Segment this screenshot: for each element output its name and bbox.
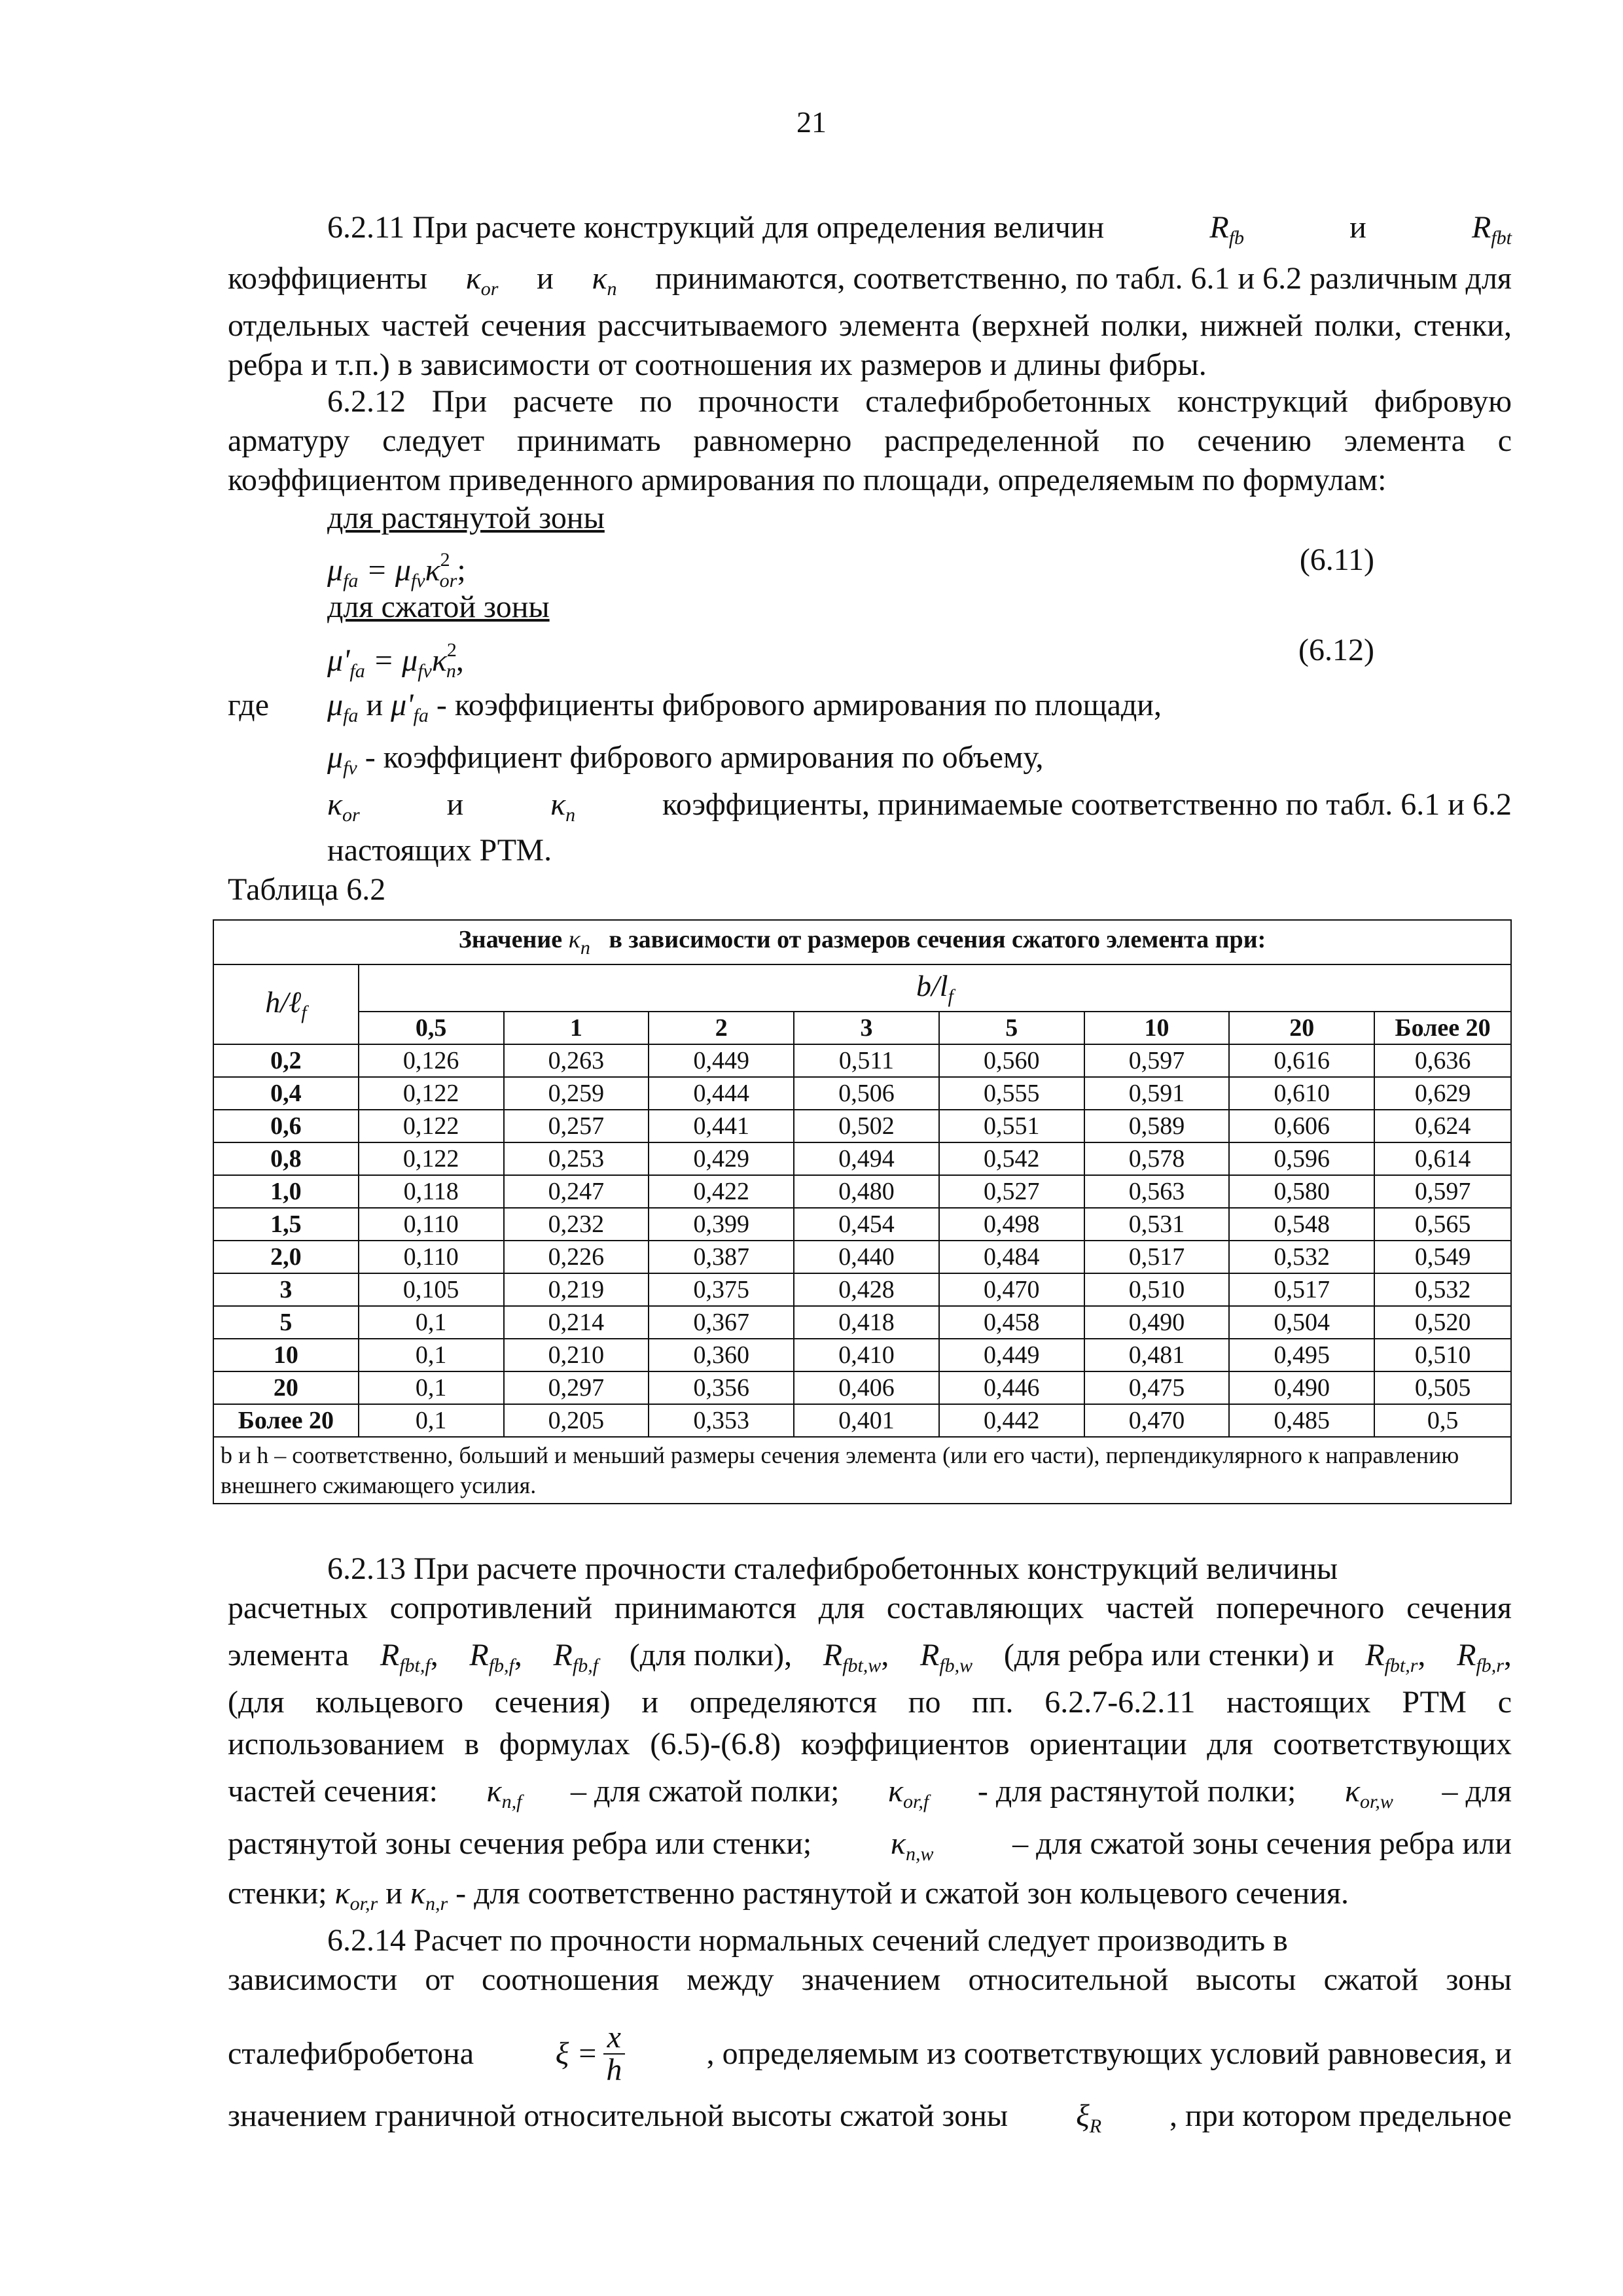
p6213-line8: стенки; $\kappa_{or,r}$ и $\kappa_{n,r}$ - для соответственно растянутой и сжатой зон кольцевого сечения. xyxy=(228,1876,1349,1915)
table-cell: 0,1 xyxy=(359,1339,504,1371)
table-cell: 0,387 xyxy=(649,1241,794,1273)
row-header-h-lf: h/ℓ$_f$ xyxy=(213,964,359,1044)
table-cell: 0,542 xyxy=(939,1142,1084,1175)
table-cell: 0,232 xyxy=(504,1208,649,1241)
row-label: 5 xyxy=(213,1306,359,1339)
row-label: 20 xyxy=(213,1371,359,1404)
table-row xyxy=(213,1273,1511,1306)
table-cell: 0,494 xyxy=(794,1142,939,1175)
equation-6-12-number: (6.12) xyxy=(1298,633,1374,667)
table-cell: 0,297 xyxy=(504,1371,649,1404)
column-headers: 0,5 1 2 3 5 10 20 Более 20 xyxy=(213,1012,1511,1044)
table-cell: 0,449 xyxy=(649,1044,794,1077)
table-cell: 0,454 xyxy=(794,1208,939,1241)
table-cell: 0,110 xyxy=(359,1208,504,1241)
table-row xyxy=(213,1044,1511,1077)
table-cell: 0,126 xyxy=(359,1044,504,1077)
table-cell: 0,214 xyxy=(504,1306,649,1339)
table-cell: 0,510 xyxy=(1374,1339,1511,1371)
table-cell: 0,418 xyxy=(794,1306,939,1339)
table-cell: 0,446 xyxy=(939,1371,1084,1404)
table-cell: 0,210 xyxy=(504,1339,649,1371)
row-label: 0,8 xyxy=(213,1142,359,1175)
p6214-line1: 6.2.14 Расчет по прочности нормальных сечений следует производить в xyxy=(327,1923,1288,1958)
table-row xyxy=(213,1241,1511,1273)
table-cell: 0,410 xyxy=(794,1339,939,1371)
definition-kappa: $\kappa_{or}$ и $\kappa_n$ коэффициенты, принимаемые соответственно по табл. 6.1 и 6.2 xyxy=(327,787,1512,826)
table-cell: 0,498 xyxy=(939,1208,1084,1241)
table-row xyxy=(213,1371,1511,1404)
table-cell: 0,1 xyxy=(359,1371,504,1404)
table-cell: 0,517 xyxy=(1084,1241,1230,1273)
equation-6-11: $\mu_{fa} = \mu_{fv}\kappa^2_{or}$; xyxy=(327,549,466,592)
table-cell: 0,555 xyxy=(939,1077,1084,1110)
table-cell: 0,511 xyxy=(794,1044,939,1077)
table-cell: 0,597 xyxy=(1374,1175,1511,1208)
table-cell: 0,532 xyxy=(1374,1273,1511,1306)
row-label: 0,6 xyxy=(213,1110,359,1142)
compressed-zone-label: для сжатой зоны xyxy=(327,590,550,624)
p6213-line3: элемента $R_{fbt,f}$, $R_{fb,f}$, $R_{fb,f}$ (для полки), $R_{fbt,w}$, $R_{fb,w}$ (для ребра или стенки) и $R_{fbt,r}$, $R_{fb,r}$, xyxy=(228,1638,1512,1676)
table-cell: 0,505 xyxy=(1374,1371,1511,1404)
p6213-line4: (для кольцевого сечения) и определяются по пп. 6.2.7-6.2.11 настоящих РТМ с xyxy=(228,1685,1512,1720)
table-cell: 0,356 xyxy=(649,1371,794,1404)
p6213-line5: использованием в формулах (6.5)-(6.8) коэффициентов ориентации для соответствующих xyxy=(228,1727,1512,1761)
table-cell: 0,122 xyxy=(359,1142,504,1175)
table-cell: 0,629 xyxy=(1374,1077,1511,1110)
table-6-2 xyxy=(213,919,1512,1504)
definition-mu-fa: $\mu_{fa}$ и $\mu'_{fa}$ - коэффициенты фибрового армирования по площади, xyxy=(327,688,1162,726)
table-cell: 0,520 xyxy=(1374,1306,1511,1339)
table-cell: 0,565 xyxy=(1374,1208,1511,1241)
table-cell: 0,105 xyxy=(359,1273,504,1306)
table-cell: 0,549 xyxy=(1374,1241,1511,1273)
table-cell: 0,399 xyxy=(649,1208,794,1241)
table-cell: 0,597 xyxy=(1084,1044,1230,1077)
table-cell: 0,495 xyxy=(1229,1339,1374,1371)
table-cell: 0,226 xyxy=(504,1241,649,1273)
table-cell: 0,490 xyxy=(1229,1371,1374,1404)
p6211-line2: коэффициенты $\kappa_{or}$ и $\kappa_n$ принимаются, соответственно, по табл. 6.1 и 6.2 различным для xyxy=(228,261,1512,300)
table-cell: 0,506 xyxy=(794,1077,939,1110)
table-cell: 0,480 xyxy=(794,1175,939,1208)
table-cell: 0,367 xyxy=(649,1306,794,1339)
row-label: 10 xyxy=(213,1339,359,1371)
table-cell: 0,551 xyxy=(939,1110,1084,1142)
table-cell: 0,527 xyxy=(939,1175,1084,1208)
table-cell: 0,122 xyxy=(359,1110,504,1142)
table-row xyxy=(213,1404,1511,1437)
table-cell: 0,257 xyxy=(504,1110,649,1142)
table-cell: 0,485 xyxy=(1229,1404,1374,1437)
table-row xyxy=(213,1306,1511,1339)
table-cell: 0,401 xyxy=(794,1404,939,1437)
table-cell: 0,219 xyxy=(504,1273,649,1306)
p6213-line1: 6.2.13 При расчете прочности сталефибробетонных конструкций величины xyxy=(327,1551,1338,1586)
table-cell: 0,531 xyxy=(1084,1208,1230,1241)
table-row xyxy=(213,1110,1511,1142)
table-cell: 0,470 xyxy=(939,1273,1084,1306)
row-label: 3 xyxy=(213,1273,359,1306)
table-cell: 0,589 xyxy=(1084,1110,1230,1142)
table-cell: 0,259 xyxy=(504,1077,649,1110)
row-label: 1,5 xyxy=(213,1208,359,1241)
table-cell: 0,614 xyxy=(1374,1142,1511,1175)
table-cell: 0,263 xyxy=(504,1044,649,1077)
p6214-line4: значением граничной относительной высоты сжатой зоны $\xi_R$ , при котором предельное xyxy=(228,2098,1512,2137)
where-label: где xyxy=(228,688,270,722)
p6213-line2: расчетных сопротивлений принимаются для составляющих частей поперечного сечения xyxy=(228,1591,1512,1625)
table-cell: 0,636 xyxy=(1374,1044,1511,1077)
table-cell: 0,484 xyxy=(939,1241,1084,1273)
p6214-line2: зависимости от соотношения между значением относительной высоты сжатой зоны xyxy=(228,1962,1512,1997)
table-cell: 0,5 xyxy=(1374,1404,1511,1437)
definition-mu-fv: $\mu_{fv}$ - коэффициент фибрового армирования по объему, xyxy=(327,740,1044,779)
table-cell: 0,1 xyxy=(359,1306,504,1339)
table-cell: 0,606 xyxy=(1229,1110,1374,1142)
table-cell: 0,490 xyxy=(1084,1306,1230,1339)
table-cell: 0,610 xyxy=(1229,1077,1374,1110)
table-cell: 0,205 xyxy=(504,1404,649,1437)
row-label: 1,0 xyxy=(213,1175,359,1208)
table-cell: 0,580 xyxy=(1229,1175,1374,1208)
table-cell: 0,510 xyxy=(1084,1273,1230,1306)
definition-kappa-cont: настоящих РТМ. xyxy=(327,833,552,868)
table-cell: 0,502 xyxy=(794,1110,939,1142)
table-cell: 0,596 xyxy=(1229,1142,1374,1175)
table-cell: 0,442 xyxy=(939,1404,1084,1437)
table-cell: 0,616 xyxy=(1229,1044,1374,1077)
page-number: 21 xyxy=(796,105,827,139)
tension-zone-label: для растянутой зоны xyxy=(327,501,605,535)
table-cell: 0,422 xyxy=(649,1175,794,1208)
table-cell: 0,548 xyxy=(1229,1208,1374,1241)
equation-6-12: $\mu'_{fa} = \mu_{fv}\kappa^2_n$, xyxy=(327,639,464,682)
table-cell: 0,449 xyxy=(939,1339,1084,1371)
table-cell: 0,458 xyxy=(939,1306,1084,1339)
table-row xyxy=(213,1175,1511,1208)
table-note: b и h – соответственно, больший и меньший размеры сечения элемента (или его части), перпендикулярного к направлению внешнего сжимающего усилия. xyxy=(213,1437,1511,1504)
table-cell: 0,563 xyxy=(1084,1175,1230,1208)
p6211-rest: отдельных частей сечения рассчитываемого элемента (верхней полки, нижней полки, стенки, ребра и т.п.) в зависимости от соотношения их размеров и длины фибры. xyxy=(228,308,1512,382)
row-label: 2,0 xyxy=(213,1241,359,1273)
table-cell: 0,428 xyxy=(794,1273,939,1306)
table-cell: 0,247 xyxy=(504,1175,649,1208)
table-caption: Таблица 6.2 xyxy=(228,872,386,907)
table-cell: 0,375 xyxy=(649,1273,794,1306)
table-cell: 0,122 xyxy=(359,1077,504,1110)
table-cell: 0,470 xyxy=(1084,1404,1230,1437)
equation-6-11-number: (6.11) xyxy=(1299,542,1374,577)
table-cell: 0,360 xyxy=(649,1339,794,1371)
table-cell: 0,624 xyxy=(1374,1110,1511,1142)
table-row xyxy=(213,1077,1511,1110)
row-label: Более 20 xyxy=(213,1404,359,1437)
table-cell: 0,591 xyxy=(1084,1077,1230,1110)
table-cell: 0,444 xyxy=(649,1077,794,1110)
table-cell: 0,353 xyxy=(649,1404,794,1437)
row-label: 0,2 xyxy=(213,1044,359,1077)
table-cell: 0,578 xyxy=(1084,1142,1230,1175)
table-cell: 0,532 xyxy=(1229,1241,1374,1273)
table-cell: 0,475 xyxy=(1084,1371,1230,1404)
table-cell: 0,441 xyxy=(649,1110,794,1142)
table-cell: 0,481 xyxy=(1084,1339,1230,1371)
table-cell: 0,504 xyxy=(1229,1306,1374,1339)
p6214-line3: сталефибробетона ξ = $\frac{x}{h}$ , определяемым из соответствующих условий равновесия, и xyxy=(228,2020,1512,2087)
table-cell: 0,560 xyxy=(939,1044,1084,1077)
table-cell: 0,253 xyxy=(504,1142,649,1175)
table-cell: 0,110 xyxy=(359,1241,504,1273)
row-label: 0,4 xyxy=(213,1077,359,1110)
table-cell: 0,406 xyxy=(794,1371,939,1404)
p6213-line7: растянутой зоны сечения ребра или стенки; $\kappa_{n,w}$ – для сжатой зоны сечения ребра или xyxy=(228,1826,1512,1865)
table-cell: 0,440 xyxy=(794,1241,939,1273)
table-row xyxy=(213,1142,1511,1175)
table-cell: 0,517 xyxy=(1229,1273,1374,1306)
table-cell: 0,1 xyxy=(359,1404,504,1437)
p6213-line6: частей сечения: $\kappa_{n,f}$ – для сжатой полки; $\kappa_{or,f}$ - для растянутой полки; $\kappa_{or,w}$ – для xyxy=(228,1774,1512,1812)
p6211-line1: 6.2.11 При расчете конструкций для определения величин $R_{fb}$ и $R_{fbt}$ xyxy=(327,210,1512,249)
table-row xyxy=(213,1208,1511,1241)
table-row xyxy=(213,1339,1511,1371)
table-cell: 0,118 xyxy=(359,1175,504,1208)
table-header: Значение $\kappa_n$ в зависимости от размеров сечения сжатого элемента при: xyxy=(213,920,1511,964)
p6212-text: 6.2.12 При расчете по прочности сталефибробетонных конструкций фибровую арматуру следует принимать равномерно распределенной по сечению элемента с коэффициентом приведенного армирования по площади, определяемым по формулам: xyxy=(228,384,1512,497)
column-group-b-lf: $b/l_f$ xyxy=(359,964,1511,1012)
table-cell: 0,429 xyxy=(649,1142,794,1175)
